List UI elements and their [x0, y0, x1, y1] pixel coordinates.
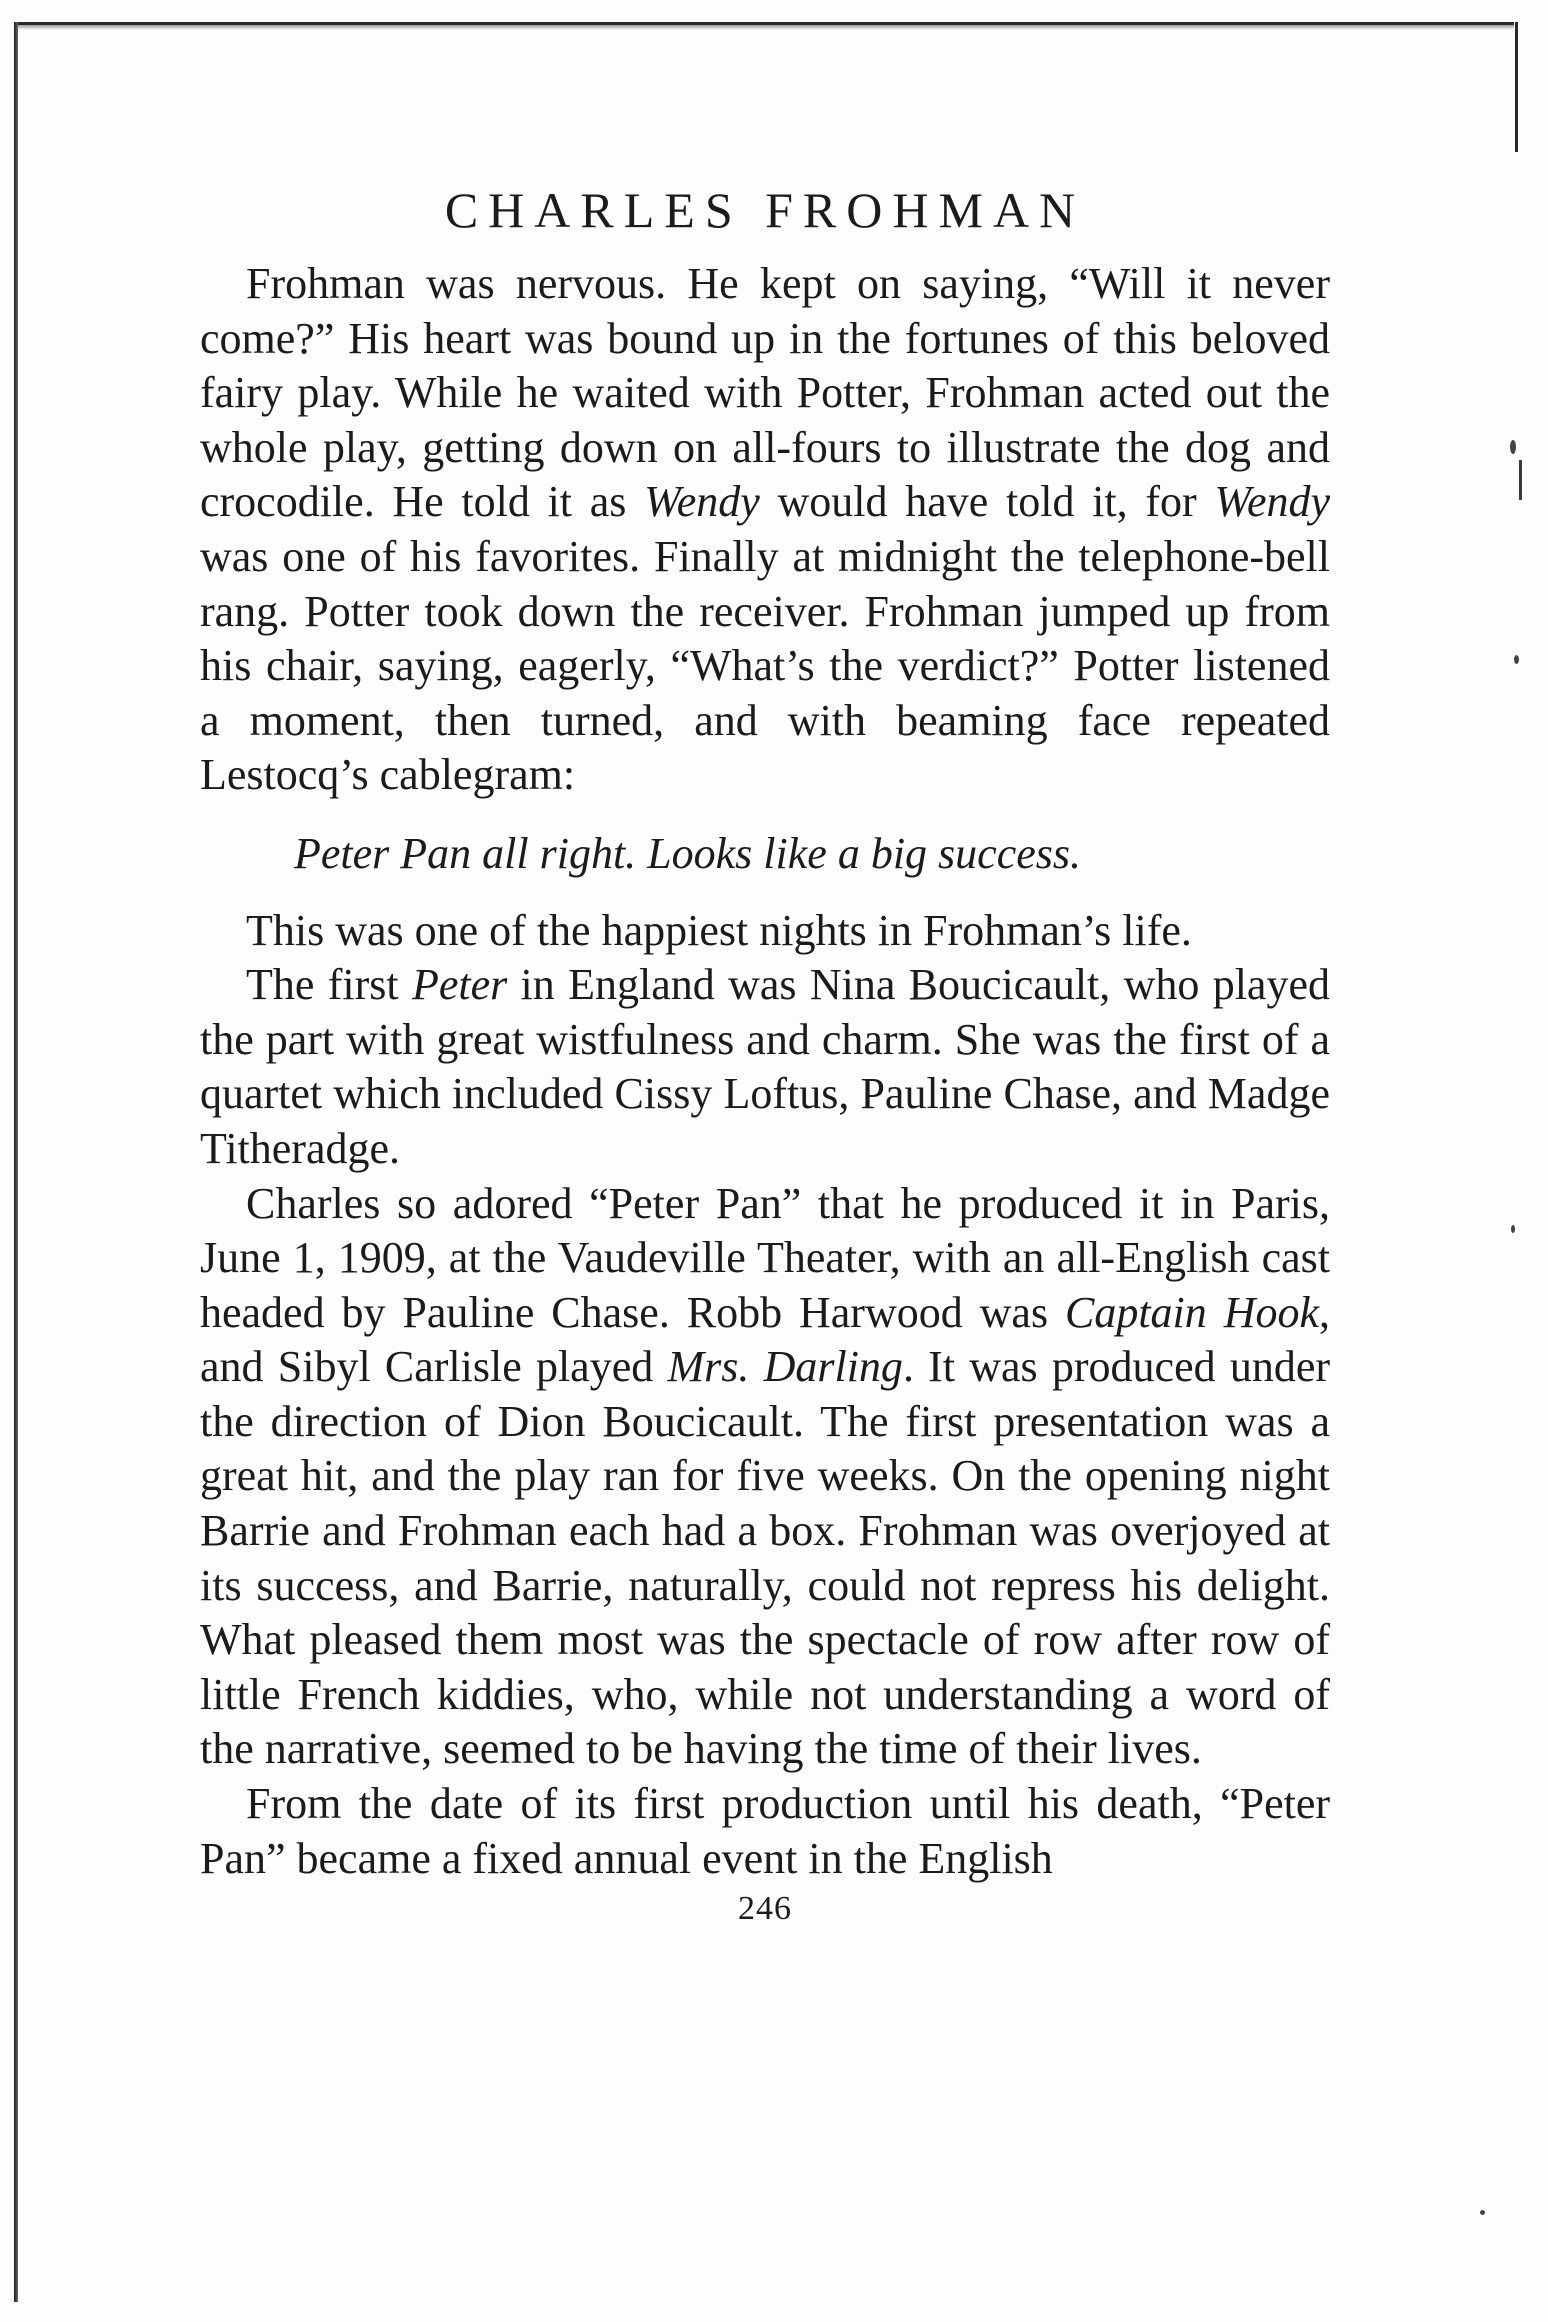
text-run: . It was produced under the direction of Dion Boucicault. The first presentation was a great hit, and the play ran for five weeks. On the opening night Barrie and Frohman each had a box. Frohman was overjoyed at its success, and Barrie, naturally, could not repress his delight. What pleased them most was the spectacle of row after row of little French kiddies, who, while not understanding a word of the narrative, seemed to be having the time of their lives. [200, 1342, 1331, 1774]
page-number: 246 [738, 1890, 792, 1928]
scan-speck [1480, 2210, 1485, 2215]
page-edge-left [14, 22, 18, 2302]
running-head: CHARLES FROHMAN [444, 182, 1086, 238]
italic-name: Mrs. Darling [667, 1342, 903, 1392]
cablegram-quote: Peter Pan all right. Looks like a big success. [294, 828, 1081, 878]
scan-speck [1514, 655, 1519, 664]
scan-speck [1511, 1225, 1515, 1233]
italic-name: Captain Hook [1064, 1287, 1319, 1337]
text-run: From the date of its first production until his death, “Peter Pan” became a fixed annual event in the English [200, 1779, 1330, 1883]
paragraph [200, 958, 1330, 1176]
paragraph [200, 1777, 1330, 1886]
italic-name: Peter [411, 960, 508, 1010]
text-run: was one of his favorites. Finally at midnight the telephone-bell rang. Potter took down the receiver. Frohman jumped up from his chair, saying, eagerly, “What’s the verdict?” Potter listened a moment, then turned, and with beaming face repeated Lestocq’s cablegram: [200, 531, 1330, 800]
text-run: , and Sibyl Carlisle played [200, 1287, 1330, 1392]
italic-name: Wendy [644, 477, 760, 527]
italic-name: Wendy [1214, 477, 1331, 527]
text-run: Frohman was nervous. He kept on saying, “Will it never come?” His heart was bound up in the fortunes of this beloved fairy play. While he waited with Potter, Frohman acted out the whole play, getting down on all-fours to illustrate the dog and crocodile. He told it as [200, 259, 1330, 527]
page-edge-shadow [14, 25, 1514, 30]
page-edge-right [1515, 22, 1518, 152]
page-edge-mark [1519, 460, 1522, 500]
text-run: Charles so adored “Peter Pan” that he produced it in Paris, June 1, 1909, at the Vaudeville Theater, with an all-English cast headed by Pauline Chase. Robb Harwood was [200, 1178, 1330, 1337]
paragraph [200, 257, 1330, 803]
text-run: in England was Nina Boucicault, who played the part with great wistfulness and charm. She was the first of a quartet which included Cissy Loftus, Pauline Chase, and Madge Titheradge. [200, 960, 1330, 1173]
book-page [200, 182, 1331, 1928]
paragraph [200, 904, 1330, 959]
paragraph [200, 1177, 1330, 1778]
text-run: would have told it, for [759, 477, 1215, 527]
text-run: This was one of the happiest nights in Frohman’s life. [246, 905, 1192, 955]
scan-speck [1510, 440, 1516, 454]
text-run: The first [246, 960, 412, 1010]
